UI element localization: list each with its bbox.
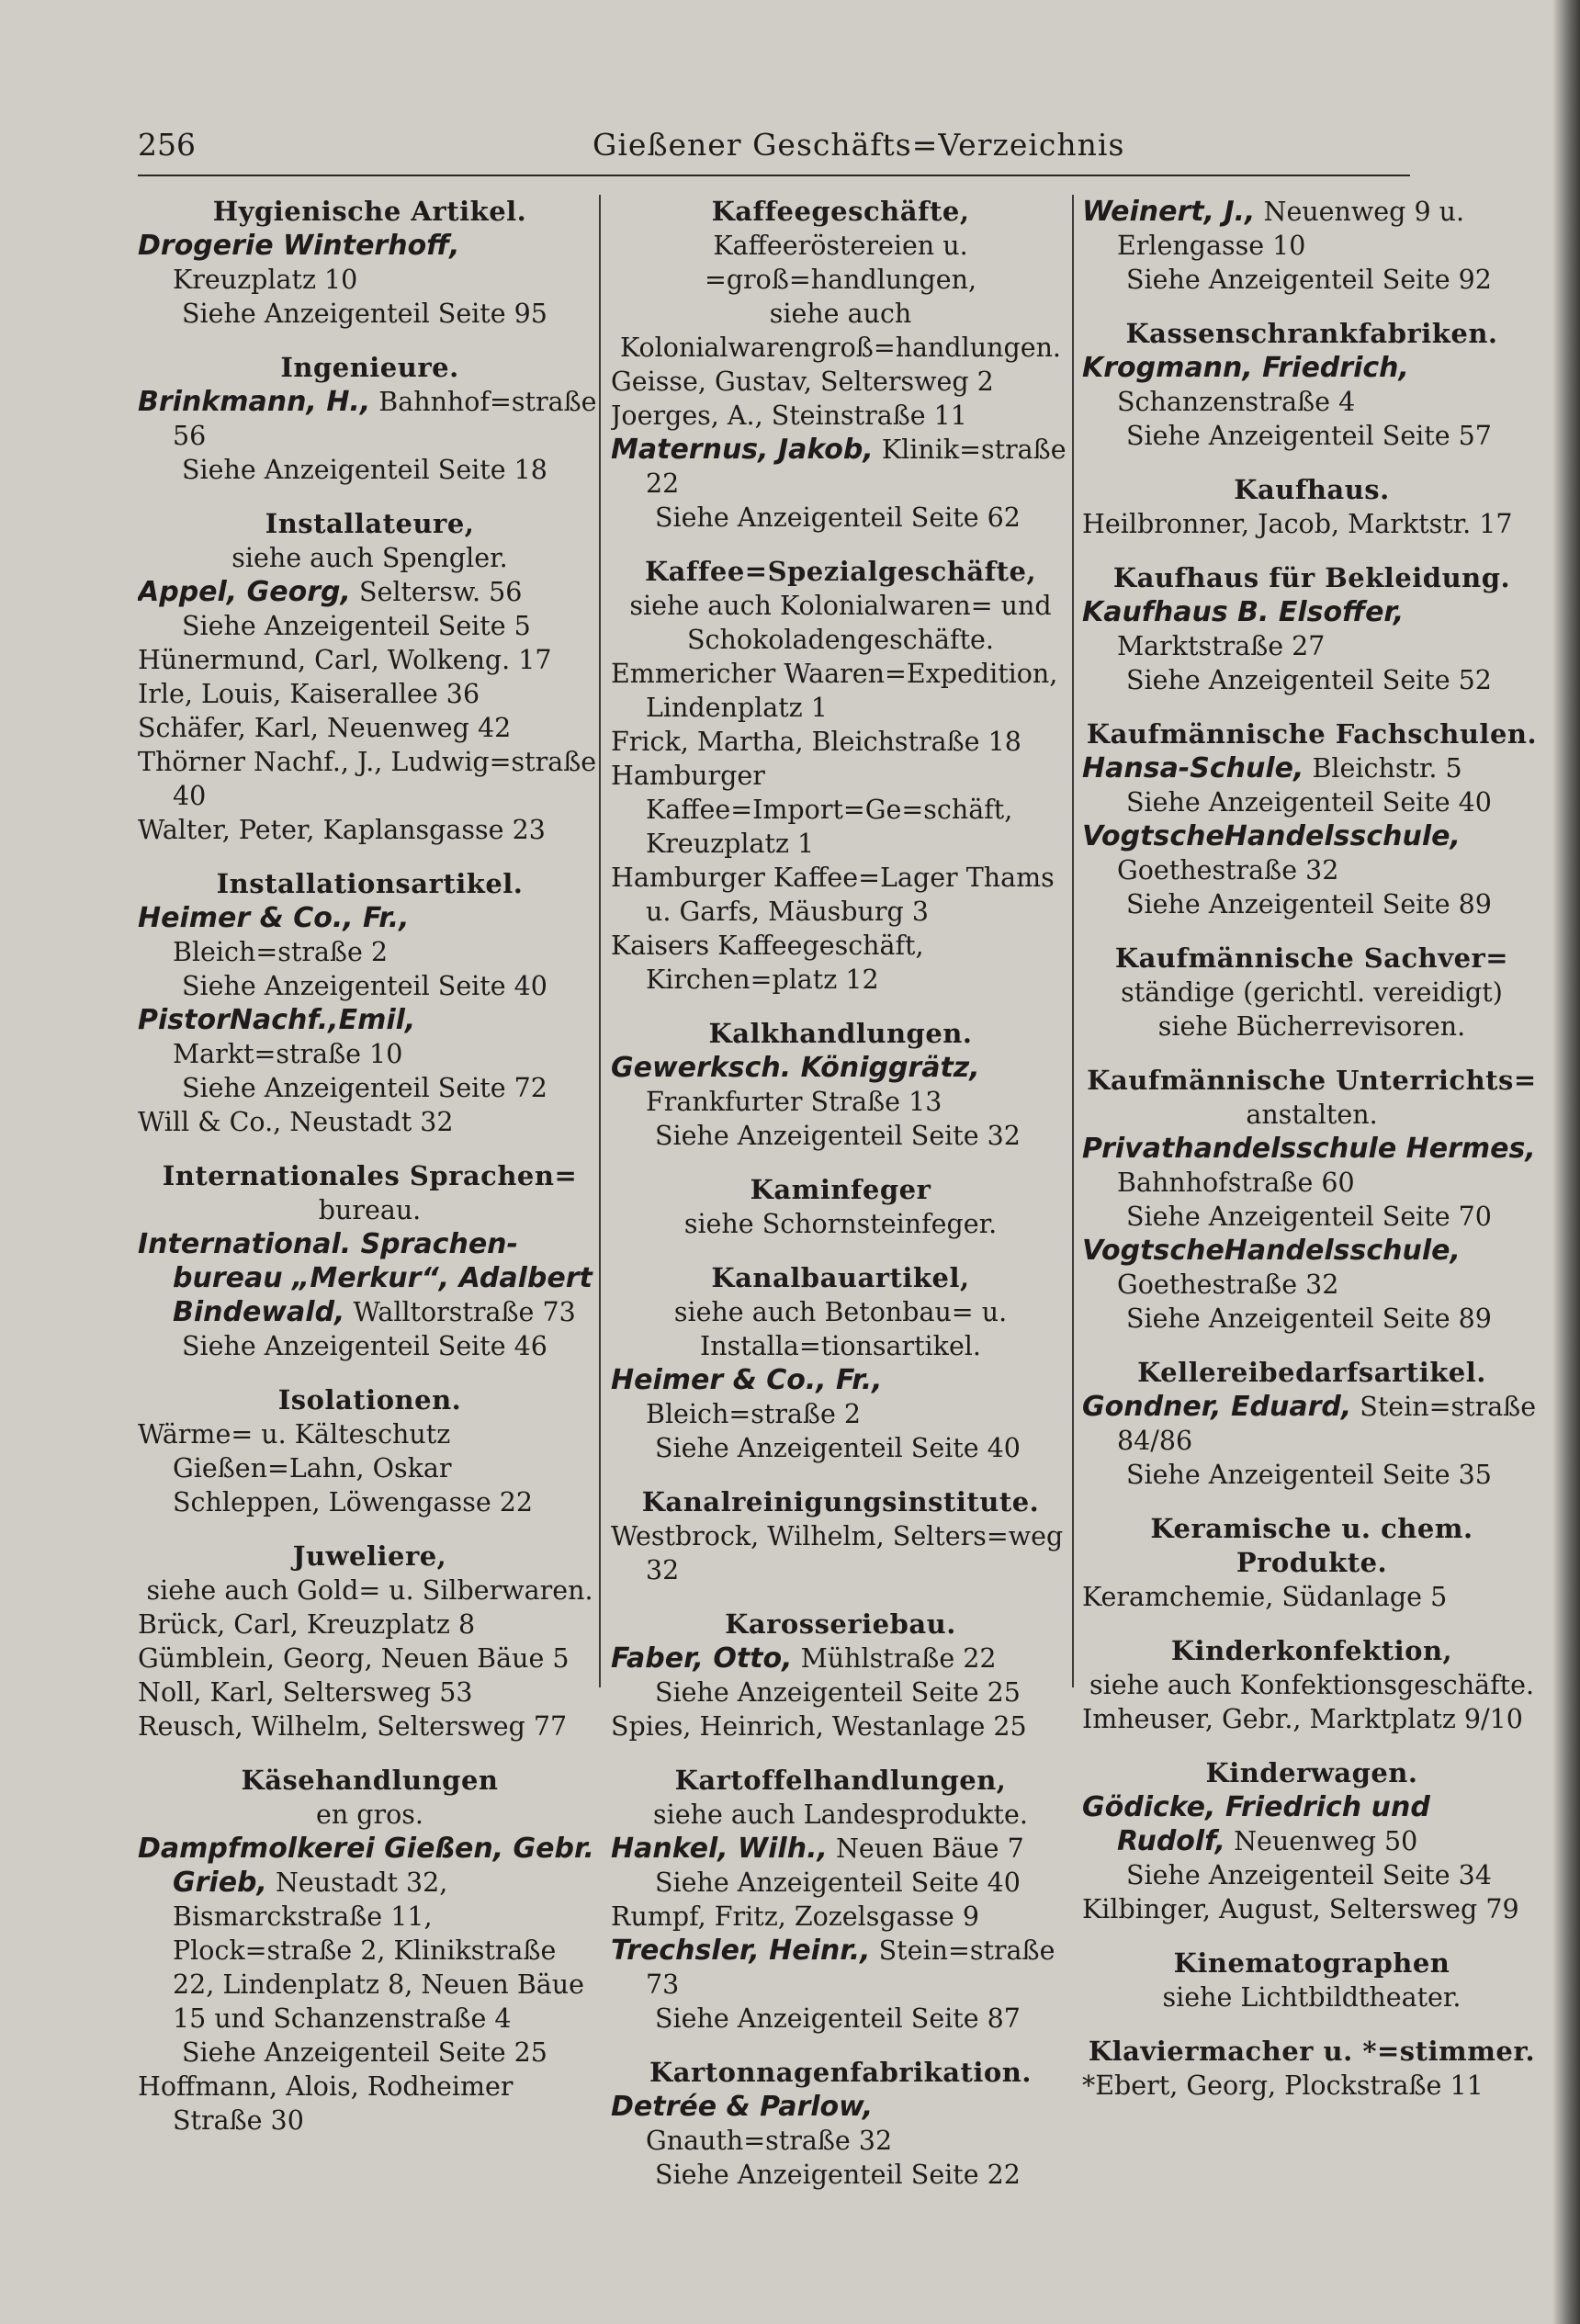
category-heading: Internationales Sprachen= [162,1160,578,1191]
directory-entry [138,2070,602,2138]
firm-name: Kaufhaus B. Elsoffer, [1082,596,1405,628]
entry-address: Stein=straße 73 [646,1935,1055,2000]
entry-address: Schäfer, Karl, Neuenweg 42 [138,713,512,743]
cross-reference-note: siehe auch Betonbau= u. Installa=tionsartikel. [673,1297,1008,1361]
category-heading: Hygienische Artikel. [212,196,527,227]
cross-reference-note: siehe auch Gold= u. Silberwaren. [146,1575,593,1606]
directory-entry [1082,1580,1541,1614]
directory-entry [1082,751,1541,785]
advert-reference: Siehe Anzeigenteil Seite 52 [1126,665,1492,695]
firm-name: Gödicke, Friedrich und Rudolf, [1082,1791,1430,1857]
cross-reference-note: siehe auch Konfektionsgeschäfte. [1089,1670,1534,1700]
entry-address: Goethestraße 32 [1117,855,1339,886]
cross-reference-note: siehe Schornsteinfeger. [683,1209,998,1239]
directory-entry [1082,1790,1541,1858]
advert-reference: Siehe Anzeigenteil Seite 92 [1126,265,1492,295]
directory-entry [1082,507,1541,541]
advert-reference: Siehe Anzeigenteil Seite 87 [655,2003,1021,2034]
category-subheading: ständige (gerichtl. vereidigt) [1121,977,1503,1008]
cross-reference-note: siehe auch Landesprodukte. [653,1799,1028,1830]
entry-address: Marktstraße 27 [1117,631,1326,661]
firm-name: PistorNachf.,Emil, [138,1004,416,1036]
entry-address: Frankfurter Straße 13 [646,1087,942,1117]
entry-address: Hoffmann, Alois, Rodheimer Straße 30 [138,2071,514,2136]
entry-address: Noll, Karl, Seltersweg 53 [138,1677,473,1708]
directory-entry [138,385,602,453]
directory-entry [138,813,602,847]
directory-entry [1082,1702,1541,1736]
directory-entry [138,745,602,813]
directory-entry [138,229,602,297]
page-number: 256 [138,127,196,163]
firm-name: International. Sprachen-bureau „Merkur“, Adalbert Bindewald, [138,1228,592,1328]
advert-reference: Siehe Anzeigenteil Seite 46 [182,1331,547,1361]
advert-reference: Siehe Anzeigenteil Seite 34 [1126,1860,1492,1890]
directory-entry [611,725,1070,759]
entry-address: Hamburger Kaffee=Import=Ge=schäft, Kreuzplatz 1 [611,761,1013,859]
entry-address: Bleich=straße 2 [646,1399,862,1429]
entry-address: Schanzenstraße 4 [1117,387,1356,417]
category-heading: Kaffee=Spezialgeschäfte, [644,556,1037,587]
entry-address: Mühlstraße 22 [800,1643,997,1674]
cross-reference-note: siehe auch Kolonialwarengroß=handlungen. [619,299,1061,363]
advert-reference: Siehe Anzeigenteil Seite 35 [1126,1460,1492,1490]
category-heading: Kaminfeger [750,1174,931,1205]
advert-reference: Siehe Anzeigenteil Seite 40 [1126,787,1492,818]
entry-address: Gnauth=straße 32 [646,2126,893,2156]
entry-address: Kreuzplatz 10 [173,265,358,295]
entry-address: Hünermund, Carl, Wolkeng. 17 [138,645,552,675]
directory-entry [611,1900,1070,1934]
directory-entry [611,929,1070,997]
entry-address: Keramchemie, Südanlage 5 [1082,1582,1448,1612]
category-heading: Kanalbauartikel, [711,1262,970,1293]
firm-name: Maternus, Jakob, [611,434,874,466]
directory-entry [1082,1234,1541,1302]
category-heading: Kaffeegeschäfte, [711,196,970,227]
firm-name: Appel, Georg, [138,576,351,608]
page-title: Gießener Geschäfts=Verzeichnis [592,127,1125,163]
category-subheading: en gros. [316,1799,423,1830]
directory-entry [138,1105,602,1139]
entry-address: Bleichstr. 5 [1312,753,1462,784]
category-heading: Keramische u. chem. Produkte. [1150,1513,1473,1578]
firm-name: Faber, Otto, [611,1642,793,1675]
directory-entry [611,1051,1070,1119]
entry-address: Walltorstraße 73 [353,1297,576,1327]
entry-address: Irle, Louis, Kaiserallee 36 [138,679,480,709]
advert-reference: Siehe Anzeigenteil Seite 40 [655,1433,1021,1463]
cross-reference-note: siehe auch Kolonialwaren= und Schokoladengeschäfte. [629,591,1052,655]
advert-reference: Siehe Anzeigenteil Seite 72 [182,1073,547,1103]
directory-entry [1082,2069,1541,2103]
category-heading: Installationsartikel. [216,868,524,899]
category-heading: Ingenieure. [280,352,459,383]
firm-name: Hansa-Schule, [1082,752,1304,784]
column-1 [138,195,602,2298]
column-2 [611,195,1070,2298]
directory-entry [611,1709,1070,1743]
entry-address: Spies, Heinrich, Westanlage 25 [611,1711,1027,1742]
directory-entry [611,399,1070,433]
page-header [138,127,1410,176]
directory-entry [1082,1892,1541,1926]
category-heading: Juweliere, [292,1540,447,1572]
directory-entry [1082,195,1541,263]
entry-address: Stein=straße 84/86 [1117,1392,1537,1456]
entry-address: Westbrock, Wilhelm, Selters=weg 32 [611,1521,1064,1585]
entry-address: Wärme= u. Kälteschutz Gießen=Lahn, Oskar Schleppen, Löwengasse 22 [138,1419,534,1517]
advert-reference: Siehe Anzeigenteil Seite 40 [182,971,547,1001]
category-heading: Kinematographen [1173,1947,1450,1979]
entry-address: Kaisers Kaffeegeschäft, Kirchen=platz 12 [611,931,924,995]
category-heading: Karosseriebau. [725,1608,956,1640]
column-3 [1082,195,1541,2298]
category-heading: Kartonnagenfabrikation. [649,2057,1032,2088]
entry-address: Hamburger Kaffee=Lager Thams u. Garfs, Mäusburg 3 [611,863,1055,927]
advert-reference: Siehe Anzeigenteil Seite 40 [655,1867,1021,1898]
directory-entry [611,1832,1070,1866]
entry-address: Seltersw. 56 [358,577,523,607]
firm-name: Heimer & Co., Fr., [138,902,410,934]
entry-address: *Ebert, Georg, Plockstraße 11 [1082,2070,1484,2101]
cross-reference-note: siehe Lichtbildtheater. [1162,1982,1462,2013]
firm-name: Privathandelsschule Hermes, [1082,1133,1536,1165]
category-heading: Kaufmännische Sachver= [1114,942,1509,974]
firm-name: VogtscheHandelsschule, [1082,820,1461,852]
directory-entry [138,643,602,677]
entry-address: Brück, Carl, Kreuzplatz 8 [138,1609,476,1640]
advert-reference: Siehe Anzeigenteil Seite 18 [182,455,547,485]
category-heading: Klaviermacher u. *=stimmer. [1088,2036,1536,2067]
category-heading: Kalkhandlungen. [708,1018,973,1049]
category-subheading: anstalten. [1246,1100,1378,1130]
category-heading: Kanalreinigungsinstitute. [641,1486,1040,1517]
directory-entry [138,1641,602,1675]
advert-reference: Siehe Anzeigenteil Seite 70 [1126,1201,1492,1232]
directory-entry [138,1227,602,1329]
entry-address: Joerges, A., Steinstraße 11 [611,400,967,431]
directory-entry [138,677,602,711]
directory-entry [611,1363,1070,1431]
page-edge-shadow [1552,0,1580,2324]
firm-name: Detrée & Parlow, [611,2091,874,2123]
advert-reference: Siehe Anzeigenteil Seite 89 [1126,889,1492,919]
category-heading: Kinderkonfektion, [1170,1635,1453,1666]
entry-address: Walter, Peter, Kaplansgasse 23 [138,815,546,845]
directory-entry [611,861,1070,929]
entry-address: Will & Co., Neustadt 32 [138,1107,454,1137]
advert-reference: Siehe Anzeigenteil Seite 89 [1126,1303,1492,1334]
directory-entry [1082,1132,1541,1200]
directory-entry [138,711,602,745]
directory-entry [611,1641,1070,1675]
directory-entry [1082,1390,1541,1458]
firm-name: Heimer & Co., Fr., [611,1364,883,1396]
firm-name: Gondner, Eduard, [1082,1391,1352,1423]
entry-address: Reusch, Wilhelm, Seltersweg 77 [138,1711,568,1742]
firm-name: Weinert, J., [1082,196,1256,228]
category-heading: Kaufmännische Unterrichts= [1087,1065,1537,1096]
entry-address: Neuenweg 50 [1234,1826,1418,1856]
directory-entry [138,1675,602,1709]
entry-address: Neuenweg 9 u. Erlengasse 10 [1117,197,1465,261]
directory-entry [611,657,1070,725]
directory-entry [611,1934,1070,2002]
entry-address: Frick, Martha, Bleichstraße 18 [611,727,1021,757]
firm-name: Hankel, Wilh., [611,1833,828,1865]
category-heading: Kinderwagen. [1205,1757,1418,1788]
entry-address: Bahnhofstraße 60 [1117,1168,1355,1198]
column-rule [1072,195,1074,1687]
entry-address: Rumpf, Fritz, Zozelsgasse 9 [611,1901,979,1932]
entry-address: Imheuser, Gebr., Marktplatz 9/10 [1082,1704,1523,1734]
entry-address: Goethestraße 32 [1117,1269,1339,1300]
category-heading: Isolationen. [277,1384,462,1416]
advert-reference: Siehe Anzeigenteil Seite 32 [655,1121,1021,1151]
firm-name: Krogmann, Friedrich, [1082,352,1409,384]
category-subheading: bureau. [318,1195,422,1225]
directory-entry [138,1608,602,1641]
category-heading: Kaufmännische Fachschulen. [1086,718,1538,750]
category-heading: Installateure, [265,508,475,539]
category-heading: Kaufhaus. [1234,474,1390,505]
directory-entry [138,1832,602,2036]
entry-address: Kilbinger, August, Seltersweg 79 [1082,1894,1519,1924]
entry-address: Thörner Nachf., J., Ludwig=straße 40 [138,747,597,811]
entry-address: Emmericher Waaren=Expedition, Lindenplatz 1 [611,659,1058,723]
firm-name: Gewerksch. Königgrätz, [611,1052,980,1084]
directory-entry [138,901,602,969]
firm-name: Trechsler, Heinr., [611,1935,871,1967]
firm-name: Brinkmann, H., [138,386,371,418]
directory-entry [138,1709,602,1743]
directory-entry [611,365,1070,399]
entry-address: Markt=straße 10 [173,1039,403,1069]
category-subheading: Kaffeeröstereien u. =groß=handlungen, [704,231,977,295]
entry-address: Neustadt 32, Bismarckstraße 11, Plock=straße 2, Klinikstraße 22, Lindenplatz 8, Neuen Bäue 15 und Schanzenstraße 4 [173,1867,584,2034]
directory-entry [1082,351,1541,419]
advert-reference: Siehe Anzeigenteil Seite 5 [182,611,531,641]
entry-address: Neuen Bäue 7 [835,1833,1024,1864]
directory-entry [611,1519,1070,1587]
firm-name: Drogerie Winterhoff, [138,230,460,262]
entry-address: Bahnhof=straße 56 [173,387,597,451]
directory-entry [611,2090,1070,2158]
category-heading: Kartoffelhandlungen, [674,1765,1007,1796]
cross-reference-note: siehe Bücherrevisoren. [1157,1011,1466,1042]
advert-reference: Siehe Anzeigenteil Seite 95 [182,299,547,329]
cross-reference-note: siehe auch Spengler. [231,543,508,573]
category-heading: Käsehandlungen [241,1765,499,1796]
directory-entry [138,575,602,609]
advert-reference: Siehe Anzeigenteil Seite 25 [182,2037,547,2068]
directory-entry [1082,819,1541,887]
directory-entry [611,759,1070,861]
directory-entry [138,1417,602,1519]
entry-address: Gümblein, Georg, Neuen Bäue 5 [138,1643,570,1674]
directory-entry [1082,595,1541,663]
advert-reference: Siehe Anzeigenteil Seite 22 [655,2160,1021,2190]
advert-reference: Siehe Anzeigenteil Seite 62 [655,502,1021,533]
entry-address: Geisse, Gustav, Seltersweg 2 [611,367,994,397]
entry-address: Bleich=straße 2 [173,937,389,967]
entry-address: Heilbronner, Jacob, Marktstr. 17 [1082,509,1513,539]
directory-entry [611,433,1070,501]
advert-reference: Siehe Anzeigenteil Seite 25 [655,1677,1021,1708]
directory-entry [138,1003,602,1071]
category-heading: Kassenschrankfabriken. [1125,318,1498,349]
category-heading: Kellereibedarfsartikel. [1137,1357,1486,1388]
entry-address: Klinik=straße 22 [646,434,1066,499]
firm-name: Dampfmolkerei Gießen, Gebr. Grieb, [138,1833,594,1899]
firm-name: VogtscheHandelsschule, [1082,1235,1461,1267]
advert-reference: Siehe Anzeigenteil Seite 57 [1126,421,1492,451]
category-heading: Kaufhaus für Bekleidung. [1112,562,1511,593]
